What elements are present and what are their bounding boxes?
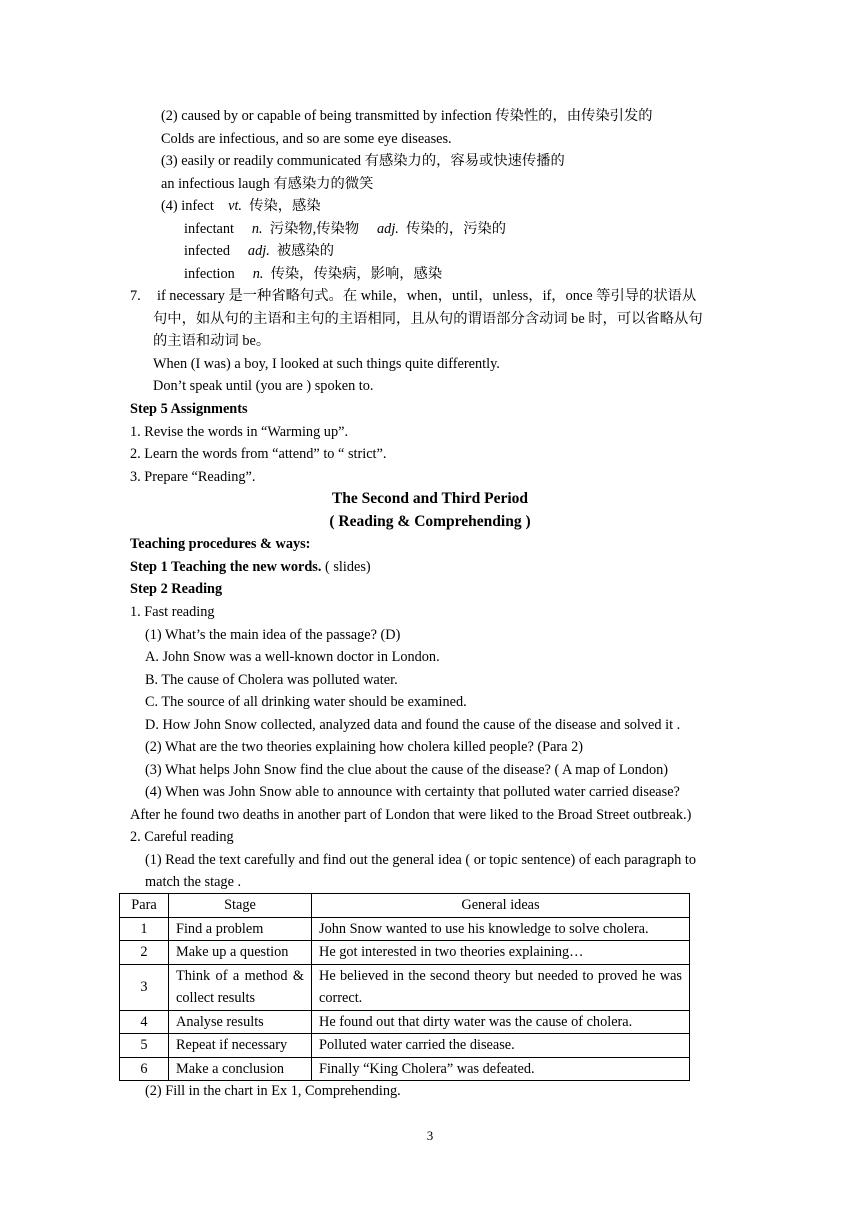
header-general-ideas: General ideas bbox=[312, 894, 690, 918]
fast-reading-heading: 1. Fast reading bbox=[130, 604, 215, 620]
meaning: 传染，传染病，影响，感染 bbox=[270, 266, 443, 282]
cell-para: 5 bbox=[120, 1034, 169, 1058]
careful-reading-task-line-2: match the stage . bbox=[145, 874, 242, 890]
word-infectant bbox=[184, 220, 506, 238]
word: infection bbox=[184, 266, 235, 282]
word: infectant bbox=[184, 221, 235, 237]
question-4-answer: After he found two deaths in another part of London that were liked to the Broad Street outbreak.) bbox=[130, 807, 692, 823]
cell-stage: Think of a method & collect results bbox=[169, 964, 312, 1010]
step5-heading: Step 5 Assignments bbox=[130, 401, 248, 417]
option-a: A. John Snow was a well-known doctor in London. bbox=[145, 649, 440, 665]
table-row bbox=[120, 964, 690, 1010]
stages-table bbox=[119, 893, 690, 1081]
part-of-speech: n. bbox=[252, 266, 264, 282]
part-of-speech: adj. bbox=[247, 243, 270, 259]
cell-para: 3 bbox=[120, 964, 169, 1010]
word-infect bbox=[161, 197, 321, 215]
example-sentence-colds: Colds are infectious, and so are some eye diseases. bbox=[161, 131, 452, 147]
assignment-2: 2. Learn the words from “attend” to “ strict”. bbox=[130, 446, 387, 462]
teaching-procedures-heading: Teaching procedures & ways: bbox=[130, 536, 311, 552]
question-3: (3) What helps John Snow find the clue about the cause of the disease? ( A map of London) bbox=[145, 762, 669, 778]
cell-idea: He got interested in two theories explaining… bbox=[312, 941, 690, 965]
grammar-note-line-2: 句中，如从句的主语和主句的主语相同，且从句的谓语部分含动词 be 时，可以省略从句 bbox=[153, 311, 703, 327]
cell-idea: Polluted water carried the disease. bbox=[312, 1034, 690, 1058]
question-1: (1) What’s the main idea of the passage? (D) bbox=[145, 627, 401, 643]
assignment-3: 3. Prepare “Reading”. bbox=[130, 469, 256, 485]
item-number-7: 7. bbox=[130, 288, 141, 304]
table-row bbox=[120, 1034, 690, 1058]
cell-stage: Make up a question bbox=[169, 941, 312, 965]
step2-heading: Step 2 Reading bbox=[130, 581, 223, 597]
cell-stage: Analyse results bbox=[169, 1010, 312, 1034]
cell-idea: John Snow wanted to use his knowledge to solve cholera. bbox=[312, 917, 690, 941]
word: infected bbox=[184, 243, 231, 259]
cell-para: 6 bbox=[120, 1057, 169, 1081]
cell-para: 1 bbox=[120, 917, 169, 941]
example-dont-speak: Don’t speak until (you are ) spoken to. bbox=[153, 378, 374, 394]
section-title: The Second and Third Period bbox=[331, 490, 529, 507]
option-b: B. The cause of Cholera was polluted water. bbox=[145, 672, 398, 688]
example-infectious-laugh: an infectious laugh 有感染力的微笑 bbox=[161, 176, 374, 192]
meaning: 被感染的 bbox=[276, 243, 335, 259]
careful-reading-task-line-1: (1) Read the text carefully and find out the general idea ( or topic sentence) of each paragraph to bbox=[145, 852, 696, 868]
part-of-speech: adj. bbox=[377, 221, 399, 237]
part-of-speech: n. bbox=[251, 221, 263, 237]
step1-heading: Step 1 Teaching the new words. bbox=[130, 559, 322, 575]
option-c: C. The source of all drinking water should be examined. bbox=[145, 694, 467, 710]
header-para: Para bbox=[120, 894, 169, 918]
example-when-boy: When (I was) a boy, I looked at such things quite differently. bbox=[153, 356, 500, 372]
grammar-note-line-3: 的主语和动词 be。 bbox=[153, 333, 271, 349]
section-subtitle: ( Reading & Comprehending ) bbox=[329, 513, 531, 530]
assignment-1: 1. Revise the words in “Warming up”. bbox=[130, 424, 349, 440]
cell-idea: He found out that dirty water was the cause of cholera. bbox=[312, 1010, 690, 1034]
cell-stage: Find a problem bbox=[169, 917, 312, 941]
cell-stage: Repeat if necessary bbox=[169, 1034, 312, 1058]
table-row bbox=[120, 1010, 690, 1034]
meaning: 传染的，污染的 bbox=[406, 221, 507, 237]
meaning: 污染物,传染物 bbox=[269, 221, 360, 237]
table-header-row bbox=[120, 894, 690, 918]
word-infection bbox=[184, 265, 442, 283]
page-number: 3 bbox=[426, 1128, 434, 1143]
cell-idea: Finally “King Cholera” was defeated. bbox=[312, 1057, 690, 1081]
part-of-speech: vt. bbox=[228, 198, 242, 214]
step1-note: ( slides) bbox=[321, 559, 371, 575]
option-d: D. How John Snow collected, analyzed data and found the cause of the disease and solved it . bbox=[145, 717, 681, 733]
table-row bbox=[120, 917, 690, 941]
question-2: (2) What are the two theories explaining how cholera killed people? (Para 2) bbox=[145, 739, 584, 755]
careful-reading-heading: 2. Careful reading bbox=[130, 829, 234, 845]
cell-stage: Make a conclusion bbox=[169, 1057, 312, 1081]
step1-line bbox=[130, 558, 371, 576]
header-stage: Stage bbox=[169, 894, 312, 918]
meaning: 传染，感染 bbox=[249, 198, 321, 214]
definition-3: (3) easily or readily communicated 有感染力的，容易或快速传播的 bbox=[161, 153, 565, 169]
table-row bbox=[120, 941, 690, 965]
word-infected bbox=[184, 242, 334, 260]
table-row bbox=[120, 1057, 690, 1081]
cell-idea: He believed in the second theory but needed to proved he was correct. bbox=[312, 964, 690, 1010]
fill-chart-task: (2) Fill in the chart in Ex 1, Comprehending. bbox=[145, 1083, 401, 1099]
cell-para: 2 bbox=[120, 941, 169, 965]
definition-2: (2) caused by or capable of being transmitted by infection 传染性的，由传染引发的 bbox=[161, 108, 653, 124]
grammar-note-line-1: if necessary 是一种省略句式。在 while，when，until，unless，if，once 等引导的状语从 bbox=[157, 288, 697, 304]
word: (4) infect bbox=[161, 198, 214, 214]
question-4: (4) When was John Snow able to announce with certainty that polluted water carried disease? bbox=[145, 784, 680, 800]
cell-para: 4 bbox=[120, 1010, 169, 1034]
